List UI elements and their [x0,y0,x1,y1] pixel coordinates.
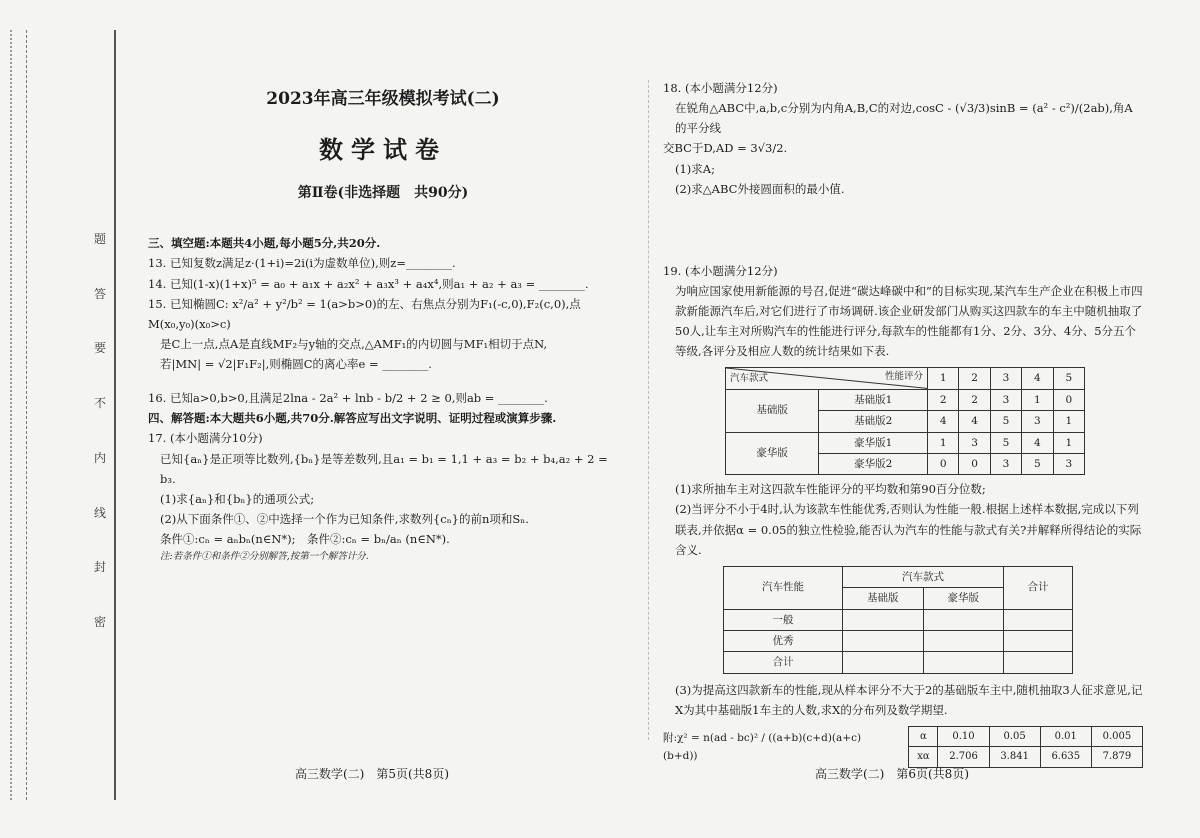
table-cell: 0.01 [1040,726,1091,747]
table-row [726,389,1085,410]
binding-char: 要 [93,341,106,356]
score-header: 5 [1053,368,1084,389]
right-page [663,78,1143,768]
left-page [148,85,618,566]
model-label: 豪华版2 [819,453,928,474]
binding-char: 封 [93,560,106,575]
model-label: 基础版1 [819,389,928,410]
group-label: 基础版 [726,389,819,432]
contingency-header-total: 合计 [1004,566,1073,609]
rating-table [725,367,1085,475]
question-17-header: 17. (本小题满分10分) [148,431,263,446]
table-row [724,630,1073,651]
question-15-line3: 若|MN| = √2|F₁F₂|,则椭圆C的离心率e = ________. [160,357,432,371]
section-4-heading: 四、解答题:本大题共6小题,共70分.解答应写出文字说明、证明过程或演算步骤. [148,411,557,426]
binding-line [114,30,116,800]
model-label: 基础版2 [819,411,928,432]
table-cell: 3.841 [989,747,1040,768]
score-header: 4 [1022,368,1053,389]
section-3-heading: 三、填空题:本题共4小题,每小题5分,共20分. [148,236,381,251]
contingency-header-model: 汽车款式 [843,566,1004,587]
table-cell: 5 [990,411,1021,432]
question-16: 16. 已知a>0,b>0,且满足2lna - 2a² + lnb - b/2 + 2 ≥ 0,则ab = ________. [148,391,548,406]
table-cell: 1 [1053,432,1084,453]
alpha-label: α [909,726,938,747]
table-cell: 4 [928,411,959,432]
binding-char: 题 [93,232,106,246]
table-cell: 0.005 [1091,726,1142,747]
contingency-header-performance: 汽车性能 [724,566,843,609]
table-cell [843,609,924,630]
contingency-sub-basic: 基础版 [843,588,924,609]
exam-subject-title: 数学试卷 [319,134,447,164]
question-18-header: 18. (本小题满分12分) [663,81,778,95]
table-cell [923,609,1004,630]
part-title: 第Ⅱ卷(非选择题 共90分) [297,184,469,201]
table-cell: 0.05 [989,726,1040,747]
rating-table-row-caption: 汽车款式 [730,373,769,385]
question-15-line1: 15. 已知椭圆C: x²/a² + y²/b² = 1(a>b>0)的左、右焦点分别为F₁(-c,0),F₂(c,0),点M(x₀,y₀)(x₀>c) [148,296,581,331]
table-cell: 1 [1022,389,1053,410]
rating-table-corner [726,368,928,389]
binding-chars [90,230,110,630]
table-cell [843,630,924,651]
table-cell: 5 [1022,453,1053,474]
table-cell: 4 [1022,432,1053,453]
binding-char: 内 [93,450,106,465]
question-18-part2: (2)求△ABC外接圆面积的最小值. [675,181,845,196]
question-14: 14. 已知(1-x)(1+x)⁵ = a₀ + a₁x + a₂x² + a₃x³ + a₄x⁴,则a₁ + a₂ + a₃ = ________. [148,276,589,291]
page-divider [648,80,650,740]
question-13: 13. 已知复数z满足z·(1+i)=2i(i为虚数单位),则z=________. [148,256,456,271]
table-row [909,726,1143,747]
table-cell [923,652,1004,673]
appendix [663,726,1143,768]
question-17-conditions: 条件①:cₙ = aₙbₙ(n∈N*); 条件②:cₙ = bₙ/aₙ (n∈N*). [160,532,450,546]
group-label: 豪华版 [726,432,819,475]
contingency-table [723,566,1073,674]
binding-char: 密 [93,614,106,629]
table-cell: 3 [1022,411,1053,432]
question-18-part1: (1)求A; [675,161,715,176]
table-cell: 0 [1053,389,1084,410]
contingency-sub-luxury: 豪华版 [923,588,1004,609]
binding-char: 不 [93,396,106,411]
exam-title: 2023年高三年级模拟考试(二) [266,89,500,109]
contingency-row-label: 合计 [724,652,843,673]
question-18-stem-cont: 交BC于D,AD = 3√3/2. [663,141,788,156]
table-cell: 4 [959,411,990,432]
page-footer-right: 高三数学(二) 第6页(共8页) [815,767,969,781]
table-cell: 2 [928,389,959,410]
chi-square-formula: 附:χ² = n(ad - bc)² / ((a+b)(c+d)(a+c)(b+d)) [663,731,862,762]
table-cell [1004,630,1073,651]
score-header: 3 [990,368,1021,389]
table-cell: 0 [959,453,990,474]
table-cell: 6.635 [1040,747,1091,768]
table-cell [1004,652,1073,673]
table-cell: 3 [959,432,990,453]
question-19-part3: (3)为提高这四款新车的性能,现从样本评分不大于2的基础版车主中,随机抽取3人征求意见,记X为其中基础版1车主的人数,求X的分布列及数学期望. [675,682,1143,717]
question-19-stem: 为响应国家使用新能源的号召,促进“碳达峰碳中和”的目标实现,某汽车生产企业在积极上市四款新能源汽车后,对它们进行了市场调研.该企业研发部门从购买这四款车的车主中随机抽取了50人,让车主对所购汽车的性能进行评分,每款车的性能都有1分、2分、3分、4分、5分五个等级,各评分及相应人数的统计结果如下表. [675,283,1143,359]
table-cell: 2 [959,389,990,410]
score-header: 1 [928,368,959,389]
binding-char: 答 [93,286,106,301]
table-cell: 3 [990,453,1021,474]
table-cell: 0 [928,453,959,474]
question-17-part2: (2)从下面条件①、②中选择一个作为已知条件,求数列{cₙ}的前n项和Sₙ. [160,511,529,526]
question-19-part2: (2)当评分不小于4时,认为该款车性能优秀,否则认为性能一般.根据上述样本数据,完成以下列联表,并依据α = 0.05的独立性检验,能否认为汽车的性能与款式有关?并解释所得结论的实际含义. [675,502,1142,557]
table-row [724,609,1073,630]
x-alpha-label: xα [909,747,938,768]
question-15-line2: 是C上一点,点A是直线MF₂与y轴的交点,△AMF₁的内切圆与MF₁相切于点N, [160,336,548,351]
table-cell [923,630,1004,651]
question-17-note: 注:若条件①和条件②分别解答,按第一个解答计分. [160,551,369,563]
table-cell: 0.10 [938,726,989,747]
question-19-header: 19. (本小题满分12分) [663,263,778,278]
table-cell: 3 [990,389,1021,410]
table-cell [843,652,924,673]
contingency-row-label: 优秀 [724,630,843,651]
table-cell: 5 [990,432,1021,453]
score-header: 2 [959,368,990,389]
table-cell: 2.706 [938,747,989,768]
question-19-part1: (1)求所抽车主对这四款车性能评分的平均数和第90百分位数; [675,482,986,497]
binding-char: 线 [93,505,106,520]
table-cell: 1 [1053,411,1084,432]
table-cell: 1 [928,432,959,453]
critical-value-table [908,726,1143,768]
page-footer-left: 高三数学(二) 第5页(共8页) [295,767,449,781]
question-18-stem: 在锐角△ABC中,a,b,c分别为内角A,B,C的对边,cosC - (√3/3)sinB = (a² - c²)/(2ab),角A的平分线 [675,101,1133,136]
table-row [726,432,1085,453]
contingency-row-label: 一般 [724,609,843,630]
model-label: 豪华版1 [819,432,928,453]
rating-table-col-caption: 性能评分 [885,371,924,383]
table-cell: 7.879 [1091,747,1142,768]
table-row [724,652,1073,673]
table-cell: 3 [1053,453,1084,474]
question-17-stem: 已知{aₙ}是正项等比数列,{bₙ}是等差数列,且a₁ = b₁ = 1,1 + a₃ = b₂ + b₄,a₂ + 2 = b₃. [160,451,608,486]
binding-dots [10,30,16,800]
table-cell [1004,609,1073,630]
question-17-part1: (1)求{aₙ}和{bₙ}的通项公式; [160,491,315,506]
